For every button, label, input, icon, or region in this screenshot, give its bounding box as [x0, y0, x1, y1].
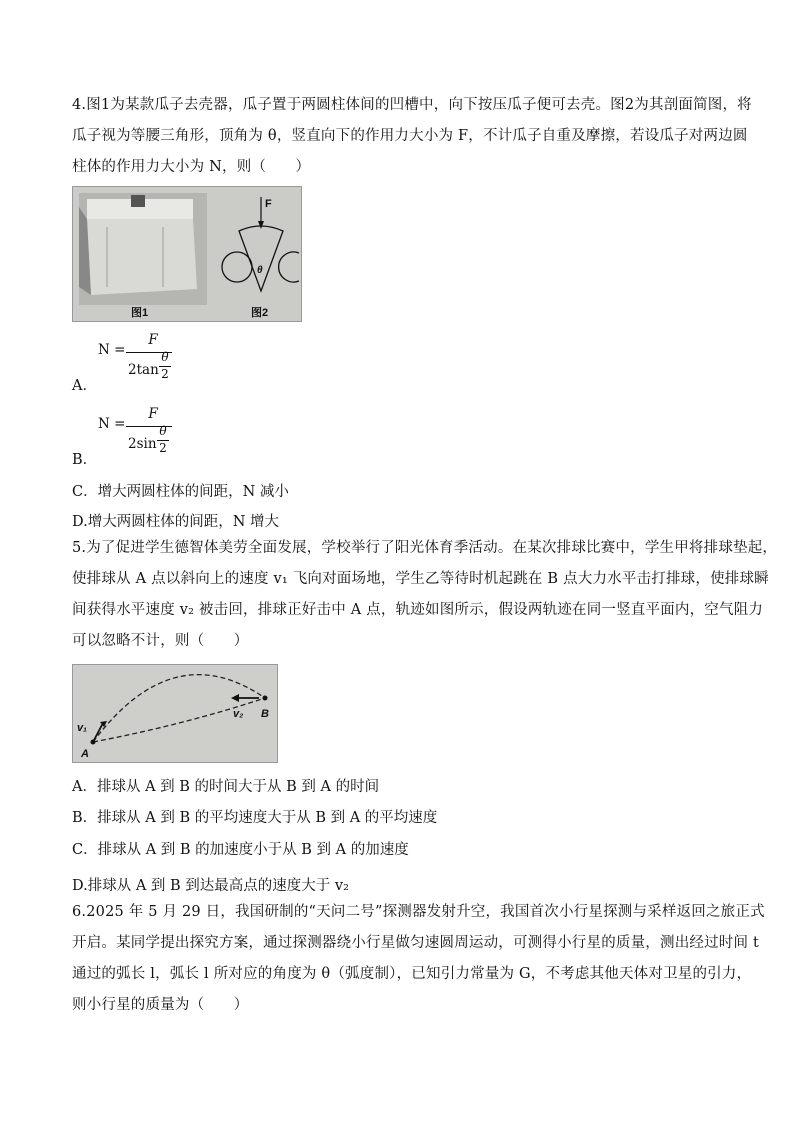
q5-line-2: 使排球从 A 点以斜向上的速度 v₁ 飞向对面场地，学生乙等待时机起跳在 B 点大力水平击打排球，使排球瞬	[72, 571, 769, 587]
question-6-stem	[72, 897, 765, 1021]
opt-b-den-den: 2	[159, 441, 167, 455]
opt-b-lhs: N =	[98, 416, 126, 432]
q4-line-2: 瓜子视为等腰三角形，顶角为 θ，竖直向下的作用力大小为 F，不计瓜子自重及摩擦，若设瓜子对两边圆	[72, 128, 748, 144]
label-F: F	[265, 198, 272, 210]
label-theta: θ	[257, 265, 263, 276]
label-a: A	[81, 748, 89, 760]
q4-line-3: 柱体的作用力大小为 N，则（ ）	[72, 159, 311, 175]
opt-b-den-coef: 2sin	[128, 436, 157, 452]
point-b	[263, 696, 268, 701]
q4-figure	[72, 186, 302, 322]
label-fig2: 图2	[251, 307, 269, 319]
q6-line-3: 通过的弧长 l，弧长 l 所对应的角度为 θ（弧度制），已知引力常量为 G，不考虑其他天体对卫星的引力，	[72, 966, 752, 982]
q4-figure-svg	[73, 187, 301, 321]
q5-option-d: D.排球从 A 到 B 到达最高点的速度大于 v₂	[72, 878, 349, 894]
opt-a-label: A．	[72, 378, 97, 394]
opt-a-num: F	[148, 332, 158, 348]
q6-line-2: 开启。某同学提出探究方案，通过探测器绕小行星做匀速圆周运动，可测得小行星的质量，测出经过时间 t	[72, 935, 760, 951]
label-v1: v₁	[77, 722, 87, 734]
q5-figure	[72, 664, 278, 763]
q4-line-1: 4.图1为某款瓜子去壳器，瓜子置于两圆柱体间的凹槽中，向下按压瓜子便可去壳。图2为其剖面简图，将	[72, 97, 752, 113]
sheller-handle	[131, 195, 145, 207]
q5-option-a: A．排球从 A 到 B 的时间大于从 B 到 A 的时间	[72, 779, 380, 795]
q5-option-b: B．排球从 A 到 B 的平均速度大于从 B 到 A 的平均速度	[72, 810, 438, 826]
opt-a-den-num: θ	[161, 350, 169, 364]
question-4-stem	[72, 90, 752, 183]
opt-b-den-num: θ	[159, 424, 167, 438]
opt-a-den-den: 2	[161, 367, 169, 381]
q5-line-1: 5.为了促进学生德智体美劳全面发展，学校举行了阳光体育季活动。在某次排球比赛中，学生甲将排球垫起，	[72, 540, 778, 556]
q5-option-c: C．排球从 A 到 B 的加速度小于从 B 到 A 的加速度	[72, 842, 409, 858]
q6-line-4: 则小行星的质量为（ ）	[72, 997, 249, 1013]
label-fig1: 图1	[131, 307, 149, 319]
q6-line-1: 6.2025 年 5 月 29 日，我国研制的“天问二号”探测器发射升空，我国首次小行星探测与采样返回之旅正式	[72, 904, 765, 920]
label-b: B	[261, 708, 269, 720]
q5-line-4: 可以忽略不计，则（ ）	[72, 633, 249, 649]
opt-a-lhs: N =	[98, 342, 126, 358]
q4-option-c: C．增大两圆柱体的间距，N 减小	[72, 484, 289, 500]
q5-figure-svg	[73, 665, 277, 762]
q5-line-3: 间获得水平速度 v₂ 被击回，排球正好击中 A 点，轨迹如图所示，假设两轨迹在同一竖直平面内，空气阻力	[72, 602, 764, 618]
opt-a-den-coef: 2tan	[128, 362, 159, 378]
question-5-stem	[72, 533, 778, 657]
label-v2: v₂	[233, 708, 244, 720]
q4-option-d: D.增大两圆柱体的间距，N 增大	[72, 514, 280, 530]
opt-b-num: F	[148, 406, 158, 422]
sheller-body	[87, 219, 197, 295]
opt-b-label: B．	[72, 452, 98, 468]
